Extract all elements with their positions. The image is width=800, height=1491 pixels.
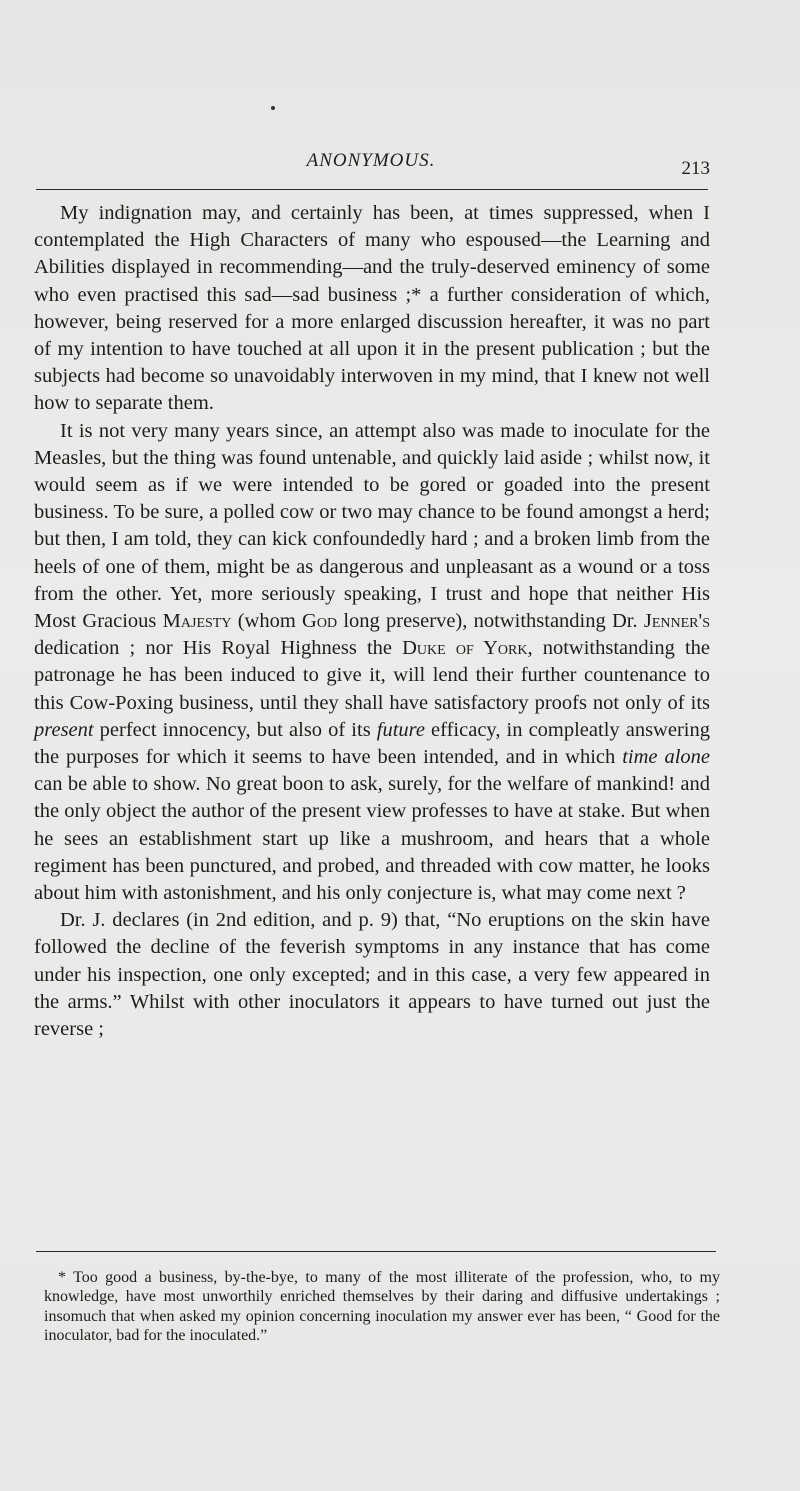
running-title: ANONYMOUS. bbox=[306, 150, 436, 171]
paragraph-1 bbox=[34, 200, 710, 418]
footnote bbox=[44, 1268, 720, 1346]
printer-mark bbox=[271, 106, 275, 110]
page-number: 213 bbox=[681, 158, 710, 179]
future-italic: future bbox=[376, 718, 425, 741]
majesty-smallcaps: Majesty bbox=[162, 610, 232, 633]
paragraph-2-text-g: efficacy, in compleatly answering the purposes for which it seems to have been intended, and in which bbox=[34, 718, 710, 769]
page-header bbox=[34, 150, 708, 190]
time-alone-italic: time alone bbox=[622, 746, 710, 769]
footnote-rule bbox=[36, 1251, 716, 1252]
body-text bbox=[34, 200, 710, 1043]
paragraph-2-text-c: long preserve), notwithstanding Dr. bbox=[337, 610, 644, 633]
paragraph-2-text-d: dedication ; nor His Royal Highness the bbox=[34, 637, 403, 660]
footnote-text: * Too good a business, by-the-bye, to many of the most illiterate of the profession, who, to my knowledge, have most unworthily enriched themselves by their daring and diffusive undertakings ; insomuch that when asked my opinion concerning inoculation my answer ever has been, “ Good for the inoculator, bad for the inoculated.” bbox=[44, 1269, 720, 1345]
jenner-smallcaps: Jenner's bbox=[643, 610, 710, 633]
paragraph-2-text-h: can be able to show. No great boon to ask, surely, for the welfare of mankind! and the only object the author of the present view professes to have at stake. But when he sees an establishment start up like a mushroom, and hears that a whole regiment has been punctured, and probed, and threaded with cow matter, he looks about him with astonishment, and his only conjecture is, what may come next ? bbox=[34, 773, 710, 905]
paragraph-3-text: Dr. J. declares (in 2nd edition, and p. 9) that, “No eruptions on the skin have followed the decline of the feverish symptoms in any instance that has come under his inspection, one only excepted; and in this case, a very few appeared in the arms.” Whilst with other inoculators it appears to have turned out just the reverse ; bbox=[34, 909, 710, 1041]
duke-of-york-smallcaps: Duke of York bbox=[402, 637, 528, 660]
present-italic: present bbox=[34, 718, 94, 741]
god-smallcaps: God bbox=[302, 610, 338, 633]
paragraph-3 bbox=[34, 907, 710, 1043]
paragraph-2-text-b: (whom bbox=[231, 610, 303, 633]
paragraph-2-text-f: perfect innocency, but also of its bbox=[93, 718, 377, 741]
paragraph-2-text-e: , notwithstanding the patronage he has been induced to give it, will lend their further countenance to this Cow-Poxing business, until they shall have satisfactory proofs not only of its bbox=[34, 637, 711, 714]
paragraph-2 bbox=[34, 418, 710, 908]
header-rule bbox=[36, 189, 708, 190]
paragraph-1-text: My indignation may, and certainly has been, at times suppressed, when I contemplated the High Characters of many who espoused—the Learning and Abilities displayed in recommending—and the truly-deserved eminency of some who even practised this sad—sad business ;* a further consideration of which, however, being reserved for a more enlarged discussion hereafter, it was no part of my intention to have touched at all upon it in the present publication ; but the subjects had become so unavoidably interwoven in my mind, that I knew not well how to separate them. bbox=[34, 202, 710, 415]
paragraph-2-text-a: It is not very many years since, an attempt also was made to inoculate for the Measles, but the thing was found untenable, and quickly laid aside ; whilst now, it would seem as if we were intended to be gored or goaded into the present business. To be sure, a polled cow or two may chance to be found amongst a herd; but then, I am told, they can kick confoundedly hard ; and a broken limb from the heels of one of them, might be as dangerous and unpleasant as a wound or a toss from the other. Yet, more seriously speaking, I trust and hope that neither His Most Gracious bbox=[34, 419, 710, 633]
